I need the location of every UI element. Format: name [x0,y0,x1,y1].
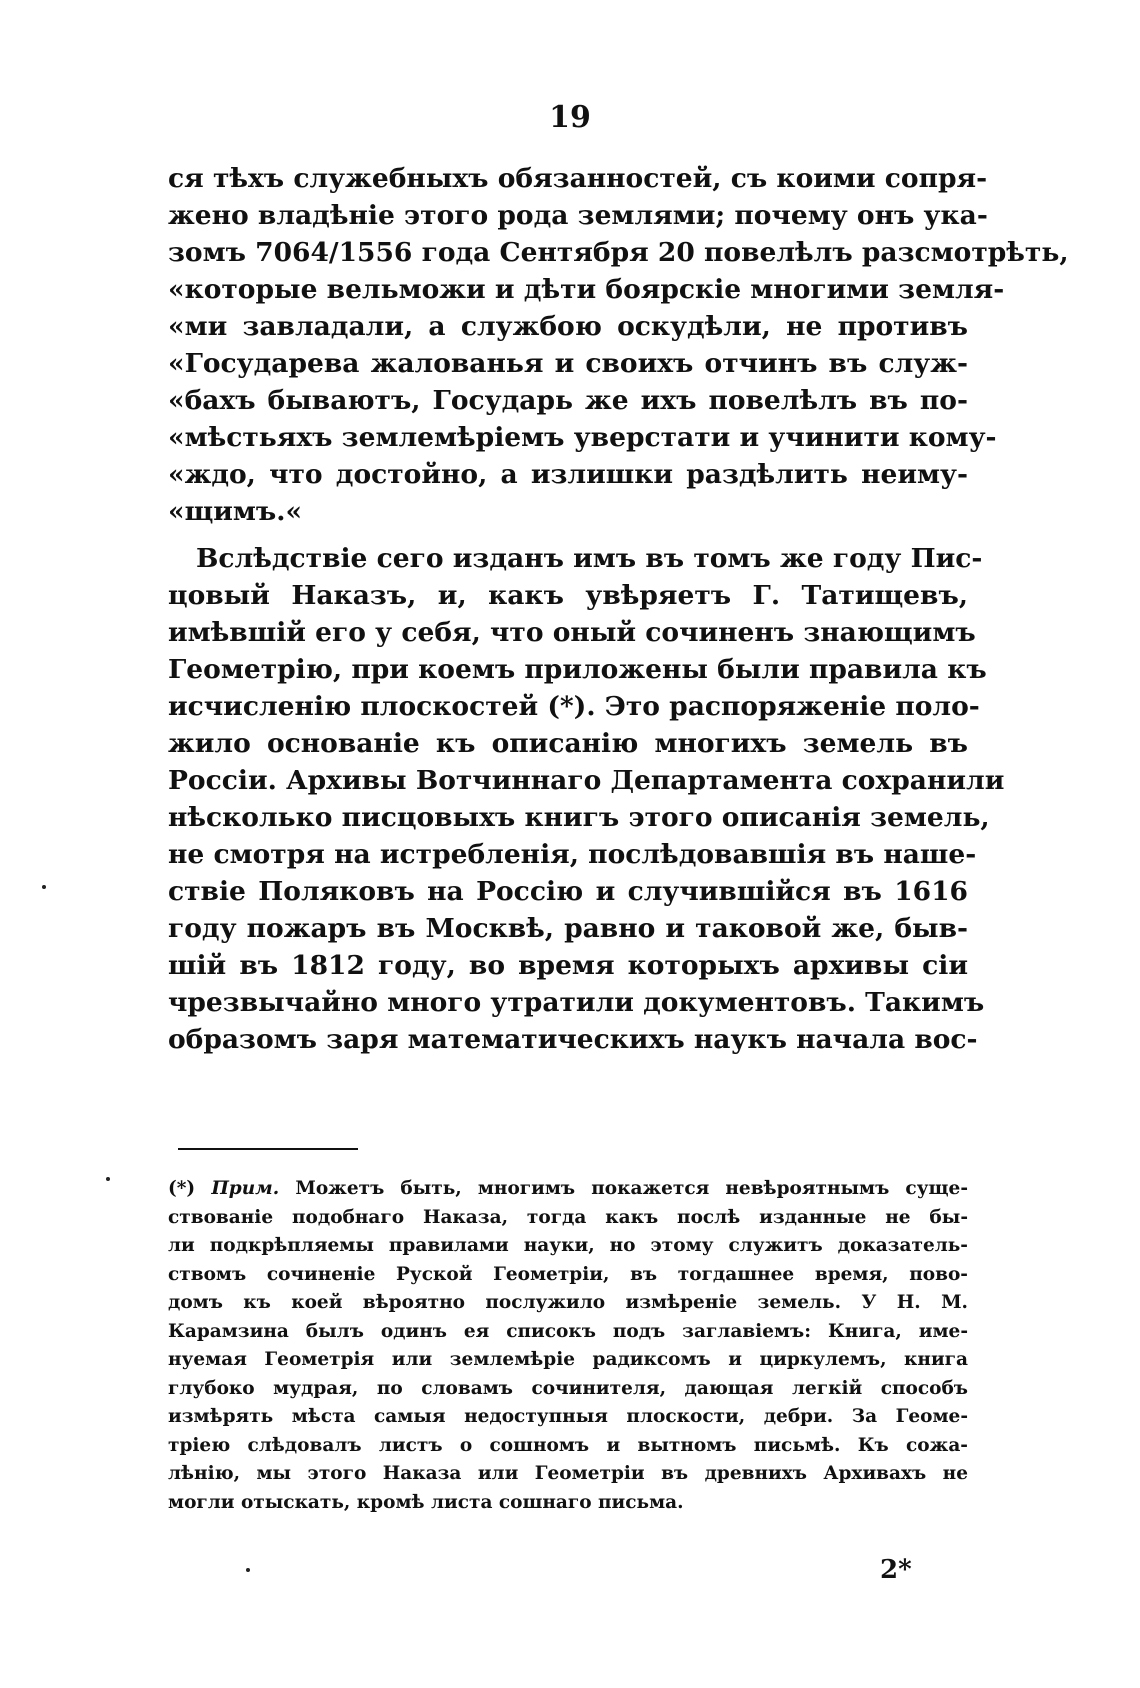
text-line: нѣсколько писцовыхъ книгъ этого описанія земель, [168,802,990,833]
text-line: Россіи. Архивы Вотчиннаго Департамента сохранили [168,765,1005,796]
text-line: «мѣстьяхъ землемѣріемъ уверстати и учинити кому- [168,422,997,453]
footnote-line: ли подкрѣпляемы правилами науки, но этому служитъ доказатель- [168,1235,968,1256]
text-line: году пожаръ въ Москвѣ, равно и таковой же, быв- [168,913,968,944]
text-line: «бахъ бываютъ, Государь же ихъ повелѣлъ въ по- [168,385,968,416]
text-line: имѣвшій его у себя, что оный сочиненъ знающимъ [168,617,976,648]
footnote-line: лѣнію, мы этого Наказа или Геометріи въ древнихъ Архивахъ не [168,1463,968,1484]
footnote-first-line: Можетъ быть, многимъ покажется невѣроятнымъ суще- [295,1178,969,1199]
text-line: не смотря на истребленія, послѣдовавшія въ наше- [168,839,977,870]
footnote-line: могли отыскать, кромѣ листа сошнаго письма. [168,1491,684,1513]
text-line: «ждо, что достойно, а излишки раздѣлить неиму- [168,459,968,490]
text-line: ся тѣхъ служебныхъ обязанностей, съ коими сопря- [168,163,988,194]
footnote-line: ствованіе подобнаго Наказа, тогда какъ послѣ изданные не бы- [168,1206,968,1228]
footnote-mark: (*) [168,1178,196,1199]
ink-speck [106,1177,110,1181]
ink-speck [42,885,46,889]
footnote-line [168,1175,968,1204]
footnote-line: Карамзина былъ одинъ ея списокъ подъ заглавіемъ: Книга, име- [168,1320,968,1342]
text-line: чрезвычайно много утратили документовъ. Такимъ [168,987,985,1018]
text-line: цовый Наказъ, и, какъ увѣряетъ Г. Татищевъ, [168,580,968,611]
footnote-line: нуемая Геометрія или землемѣріе радиксомъ и циркулемъ, книга [168,1349,968,1370]
text-line: ствіе Поляковъ на Россію и случившійся въ 1616 [168,876,968,907]
text-line: «которые вельможи и дѣти боярскіе многими земля- [168,274,1005,305]
text-line: образомъ заря математическихъ наукъ начала вос- [168,1024,978,1055]
main-text [168,160,1069,1058]
footnote-line: тріею слѣдовалъ листъ о сошномъ и вытномъ письмѣ. Къ сожа- [168,1434,968,1456]
footnote-abbr: Прим. [211,1178,280,1199]
text-line: Геометрію, при коемъ приложены были правила къ [168,654,987,685]
footnote-rule [178,1148,358,1150]
text-line: жено владѣніе этого рода землями; почему онъ ука- [168,200,988,231]
signature-mark: 2* [880,1555,912,1585]
footnote [168,1175,968,1517]
text-line: жило основаніе къ описанію многихъ земель въ [168,728,968,759]
text-line: зомъ 7064/1556 года Сентября 20 повелѣлъ разсмотрѣть, [168,237,1069,268]
text-line: «щимъ.« [168,496,303,527]
text-line: «ми завладали, а службою оскудѣли, не противъ [168,311,968,342]
page-number: 19 [549,100,591,135]
footnote-line: домъ къ коей вѣроятно послужило измѣреніе земель. У Н. М. [168,1292,968,1313]
ink-speck [246,1568,250,1572]
text-line: «Государева жалованья и своихъ отчинъ въ служ- [168,348,968,379]
text-line: Вслѣдствіе сего изданъ имъ въ томъ же году Пис- [196,543,983,574]
footnote-line: глубоко мудрая, по словамъ сочинителя, дающая легкій способъ [168,1377,968,1399]
text-line: шій въ 1812 году, во время которыхъ архивы сіи [168,950,968,981]
text-line: исчисленію плоскостей (*). Это распоряженіе поло- [168,691,980,722]
footnote-line: измѣрять мѣста самыя недоступныя плоскости, дебри. За Геоме- [168,1406,968,1427]
footnote-line: ствомъ сочиненіе Руской Геометріи, въ тогдашнее время, пово- [168,1263,968,1285]
